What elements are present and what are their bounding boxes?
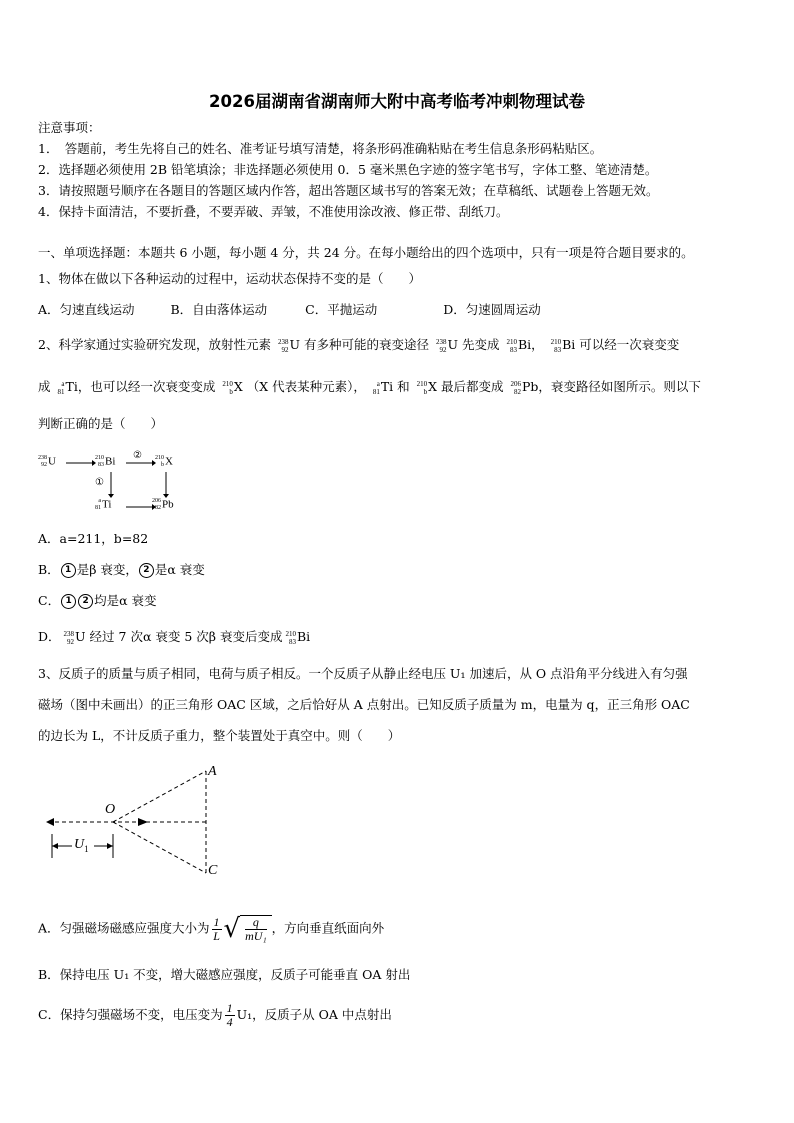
- question-1-stem: 1、物体在做以下各种运动的过程中，运动状态保持不变的是（ ）: [38, 271, 421, 286]
- arrow-down-icon: [106, 472, 116, 498]
- section-heading: 一、单项选择题：本题共 6 小题，每小题 4 分，共 24 分。在每小题给出的四个选项中，只有一项是符合题目要求的。: [38, 245, 694, 260]
- q2-option-d: D． 238 92 U 经过 7 次α 衰变 5 次β 衰变后变成 210 83 Bi: [38, 629, 311, 646]
- q2-option-b: B． 1 是β 衰变， 2 是α 衰变: [38, 562, 205, 577]
- decay-diagram: [38, 450, 198, 520]
- question-2-line-2: 成 a 81 Ti，也可以经一次衰变变成 210 b X （X 代表某种元素）， a 81 Ti 和 210 b X 最后都变成 206 82 Pb，衰变路径如图所示。则以下: [38, 379, 701, 396]
- q2-option-a: A．a=211，b=82: [38, 531, 149, 546]
- diagram-u238: 238 92 U: [38, 455, 56, 468]
- point-c-label: C: [208, 863, 218, 878]
- nuclide-u238-a: 238 92: [277, 337, 289, 354]
- note-item-1: 1． 答题前，考生先将自己的姓名、准考证号填写清楚，将条形码准确粘贴在考生信息条形码粘贴区。: [38, 141, 603, 156]
- page-title: 2026届湖南省湖南师大附中高考临考冲刺物理试卷: [209, 92, 585, 111]
- diagram-bi210: 210 83 Bi: [95, 455, 116, 468]
- arrow-right-icon: [126, 458, 156, 468]
- diagram-x: 210 b X: [155, 455, 173, 468]
- q1-option-d: D．匀速圆周运动: [443, 302, 541, 317]
- diagram-label-two: ②: [133, 450, 142, 461]
- triangle-figure: [38, 760, 238, 885]
- note-item-3: 3．请按照题号顺序在各题目的答题区域内作答，超出答题区域书写的答案无效；在草稿纸、试题卷上答题无效。: [38, 183, 659, 198]
- q3-option-a: A．匀强磁场磁感应强度大小为 $\frac{1}{L}$ √ $\frac{q}{\text{mU₁}}$ ，方向垂直纸面向外: [38, 914, 385, 944]
- q1-option-c: C．平抛运动: [305, 302, 378, 317]
- diagram-ti: a 81 Ti: [95, 498, 112, 511]
- point-o-label: O: [105, 802, 116, 817]
- q2-option-c: C． 1 2 均是α 衰变: [38, 593, 157, 608]
- q1-option-a: A．匀速直线运动: [38, 302, 135, 317]
- voltage-label: $U_1$: [74, 837, 89, 854]
- notes-header: 注意事项：: [38, 120, 101, 135]
- question-2-line-3: 判断正确的是（ ）: [38, 416, 164, 431]
- q3-option-c: C．保持匀强磁场不变，电压变为 $\frac{1}{4}$ U₁，反质子从 OA 中点射出: [38, 1001, 392, 1029]
- question-1-options: [38, 301, 541, 319]
- question-3-line-3: 的边长为 L，不计反质子重力，整个装置处于真空中。则（ ）: [38, 728, 401, 743]
- question-2-line-1: 2、科学家通过实验研究发现，放射性元素 238 92 U 有多种可能的衰变途径 238 92 U 先变成 210 83 Bi， 210 83 Bi 可以经一次衰变变: [38, 337, 680, 354]
- point-a-label: A: [208, 764, 217, 779]
- q1-option-b: B．自由落体运动: [170, 302, 268, 317]
- diagram-label-one: ①: [95, 477, 104, 488]
- diagram-pb206: 206 82 Pb: [152, 498, 174, 511]
- question-3-line-1: 3、反质子的质量与质子相同，电荷与质子相反。一个反质子从静止经电压 U₁ 加速后，从 O 点沿角平分线进入有匀强: [38, 666, 688, 681]
- arrow-right-icon: [66, 458, 96, 468]
- question-3-line-2: 磁场（图中未画出）的正三角形 OAC 区域，之后恰好从 A 点射出。已知反质子质量为 m，电量为 q，正三角形 OAC: [38, 697, 690, 712]
- arrow-down-icon: [161, 472, 171, 498]
- note-item-4: 4．保持卡面清洁，不要折叠，不要弄破、弄皱，不准使用涂改液、修正带、刮纸刀。: [38, 204, 509, 219]
- note-item-2: 2．选择题必须使用 2B 铅笔填涂；非选择题必须使用 0．5 毫米黑色字迹的签字笔书写，字体工整、笔迹清楚。: [38, 162, 658, 177]
- q3-option-b: B．保持电压 U₁ 不变，增大磁感应强度，反质子可能垂直 OA 射出: [38, 967, 411, 982]
